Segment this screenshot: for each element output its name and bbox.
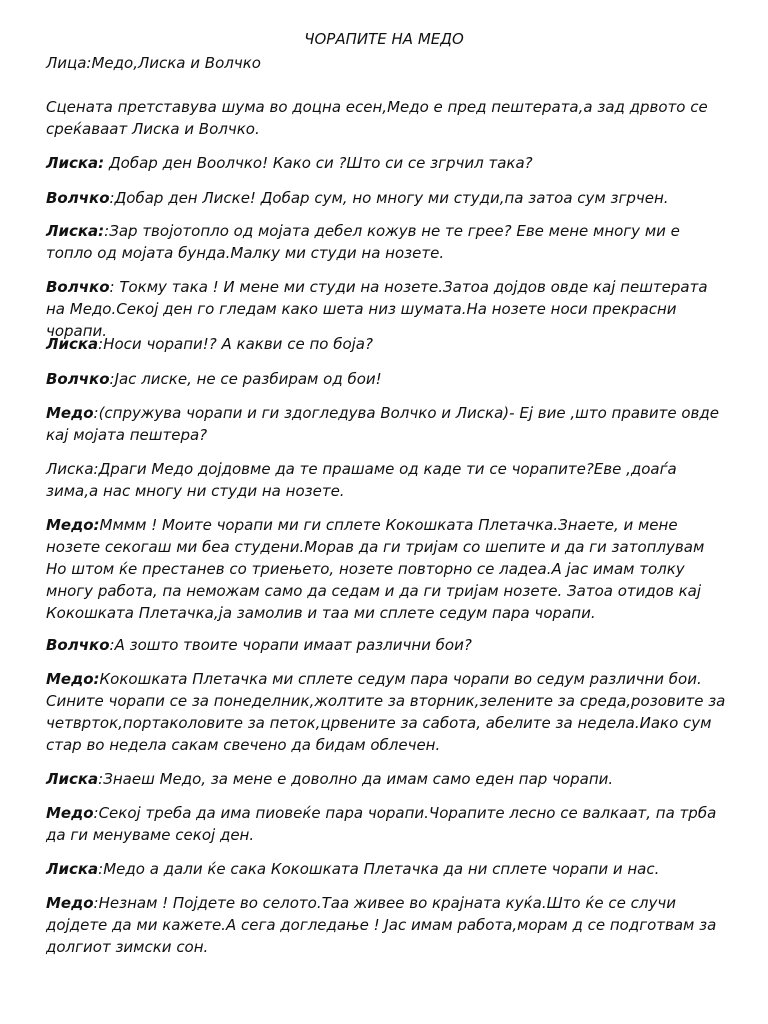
line-text: Лиска:Драги Медо дојдовме да те прашаме од каде ти се чорапите?Еве ,доаѓа зима,а нас многу ни студи на нозете. xyxy=(46,460,677,500)
line-text: Добар ден Воолчко! Како си ?Што си се згрчил така? xyxy=(104,154,533,172)
speaker: Медо xyxy=(46,404,94,422)
line-text: Кокошката Плетачка ми сплете седум пара чорапи во седум различни бои. Сините чорапи се за понеделник,жолтите за вторник,зелените за среда,розовите за четврток,портаколовите за петок,црвените за сабота, абелите за недела.Иако сум стар во недела сакам свечено да бидам облечен. xyxy=(46,670,726,754)
dialogue-line xyxy=(46,333,726,355)
dialogue-line xyxy=(46,152,726,174)
speaker: Медо: xyxy=(46,516,100,534)
speaker: Лиска xyxy=(46,335,99,353)
line-text: :Носи чорапи!? А какви се по боја? xyxy=(98,335,373,353)
dialogue-line xyxy=(46,634,726,656)
line-text: Мммм ! Моите чорапи ми ги сплете Кокошката Плетачка.Знаете, и мене нозете секогаш ми беа студени.Морав да ги тријам со шепите и да ги затоплувам Но штом ќе престанев со триењето, нозете повторно се ладеа.А јас имам толку многу работа, па неможам само да седам и да ги тријам нозете. Затоа отидов кај Кокошката Плетачка,ја замолив и таа ми сплете седум пара чорапи. xyxy=(46,516,705,622)
line-text: :Медо а дали ќе сака Кокошката Плетачка да ни сплете чорапи и нас. xyxy=(98,860,660,878)
line-text: :(спружува чорапи и ги здогледува Волчко и Лиска)- Еј вие ,што правите овде кај мојата пештера? xyxy=(46,404,719,444)
line-text: Сцената претставува шума во доцна есен,Медо е пред пештерата,а зад дрвото се среќаваат Лиска и Волчко. xyxy=(46,98,708,138)
dialogue-line xyxy=(46,220,726,264)
speaker: Волчко xyxy=(46,189,110,207)
line-text: :А зошто твоите чорапи имаат различни бои? xyxy=(109,636,472,654)
line-text: :Добар ден Лиске! Добар сум, но многу ми студи,па затоа сум згрчен. xyxy=(109,189,669,207)
dialogue-line xyxy=(46,858,726,880)
speaker: Волчко xyxy=(46,636,110,654)
paragraph-characters xyxy=(46,52,726,74)
dialogue-line xyxy=(46,892,726,958)
dialogue-line xyxy=(46,187,726,209)
dialogue-line xyxy=(46,402,726,446)
dialogue-line xyxy=(46,368,726,390)
speaker: Лиска: xyxy=(46,222,105,240)
paragraph-scene xyxy=(46,96,726,140)
line-text: :Јас лиске, не се разбирам од бои! xyxy=(109,370,382,388)
speaker: Лиска: xyxy=(46,154,105,172)
line-text: : Токму така ! И мене ми студи на нозете.Затоа дојдов овде кај пештерата на Медо.Секој ден го гледам како шета низ шумата.На нозете носи прекрасни чорапи. xyxy=(46,278,708,340)
speaker: Волчко xyxy=(46,370,110,388)
speaker: Медо: xyxy=(46,670,100,688)
line-text: Лица:Медо,Лиска и Волчко xyxy=(46,54,261,72)
speaker: Медо xyxy=(46,894,94,912)
line-text: :Секој треба да има пиовеќе пара чорапи.Чорапите лесно се валкаат, па трба да ги менуваме секој ден. xyxy=(46,804,717,844)
dialogue-line xyxy=(46,668,726,756)
dialogue-line xyxy=(46,768,726,790)
speaker: Лиска xyxy=(46,770,99,788)
line-text: :Незнам ! Појдете во селото.Таа живее во крајната куќа.Што ќе се случи дојдете да ми кажете.А сега догледање ! Јас имам работа,морам д се подготвам за долгиот зимски сон. xyxy=(46,894,717,956)
line-text: :Зар твојотопло од мојата дебел кожув не те грее? Еве мене многу ми е топло од мојата бунда.Малку ми студи на нозете. xyxy=(46,222,680,262)
speaker: Медо xyxy=(46,804,94,822)
dialogue-line xyxy=(46,458,726,502)
dialogue-line xyxy=(46,802,726,846)
document-title: ЧОРАПИТЕ НА МЕДО xyxy=(304,30,464,48)
speaker: Лиска xyxy=(46,860,99,878)
speaker: Волчко xyxy=(46,278,110,296)
dialogue-line xyxy=(46,514,726,624)
line-text: :Знаеш Медо, за мене е доволно да имам само еден пар чорапи. xyxy=(98,770,614,788)
